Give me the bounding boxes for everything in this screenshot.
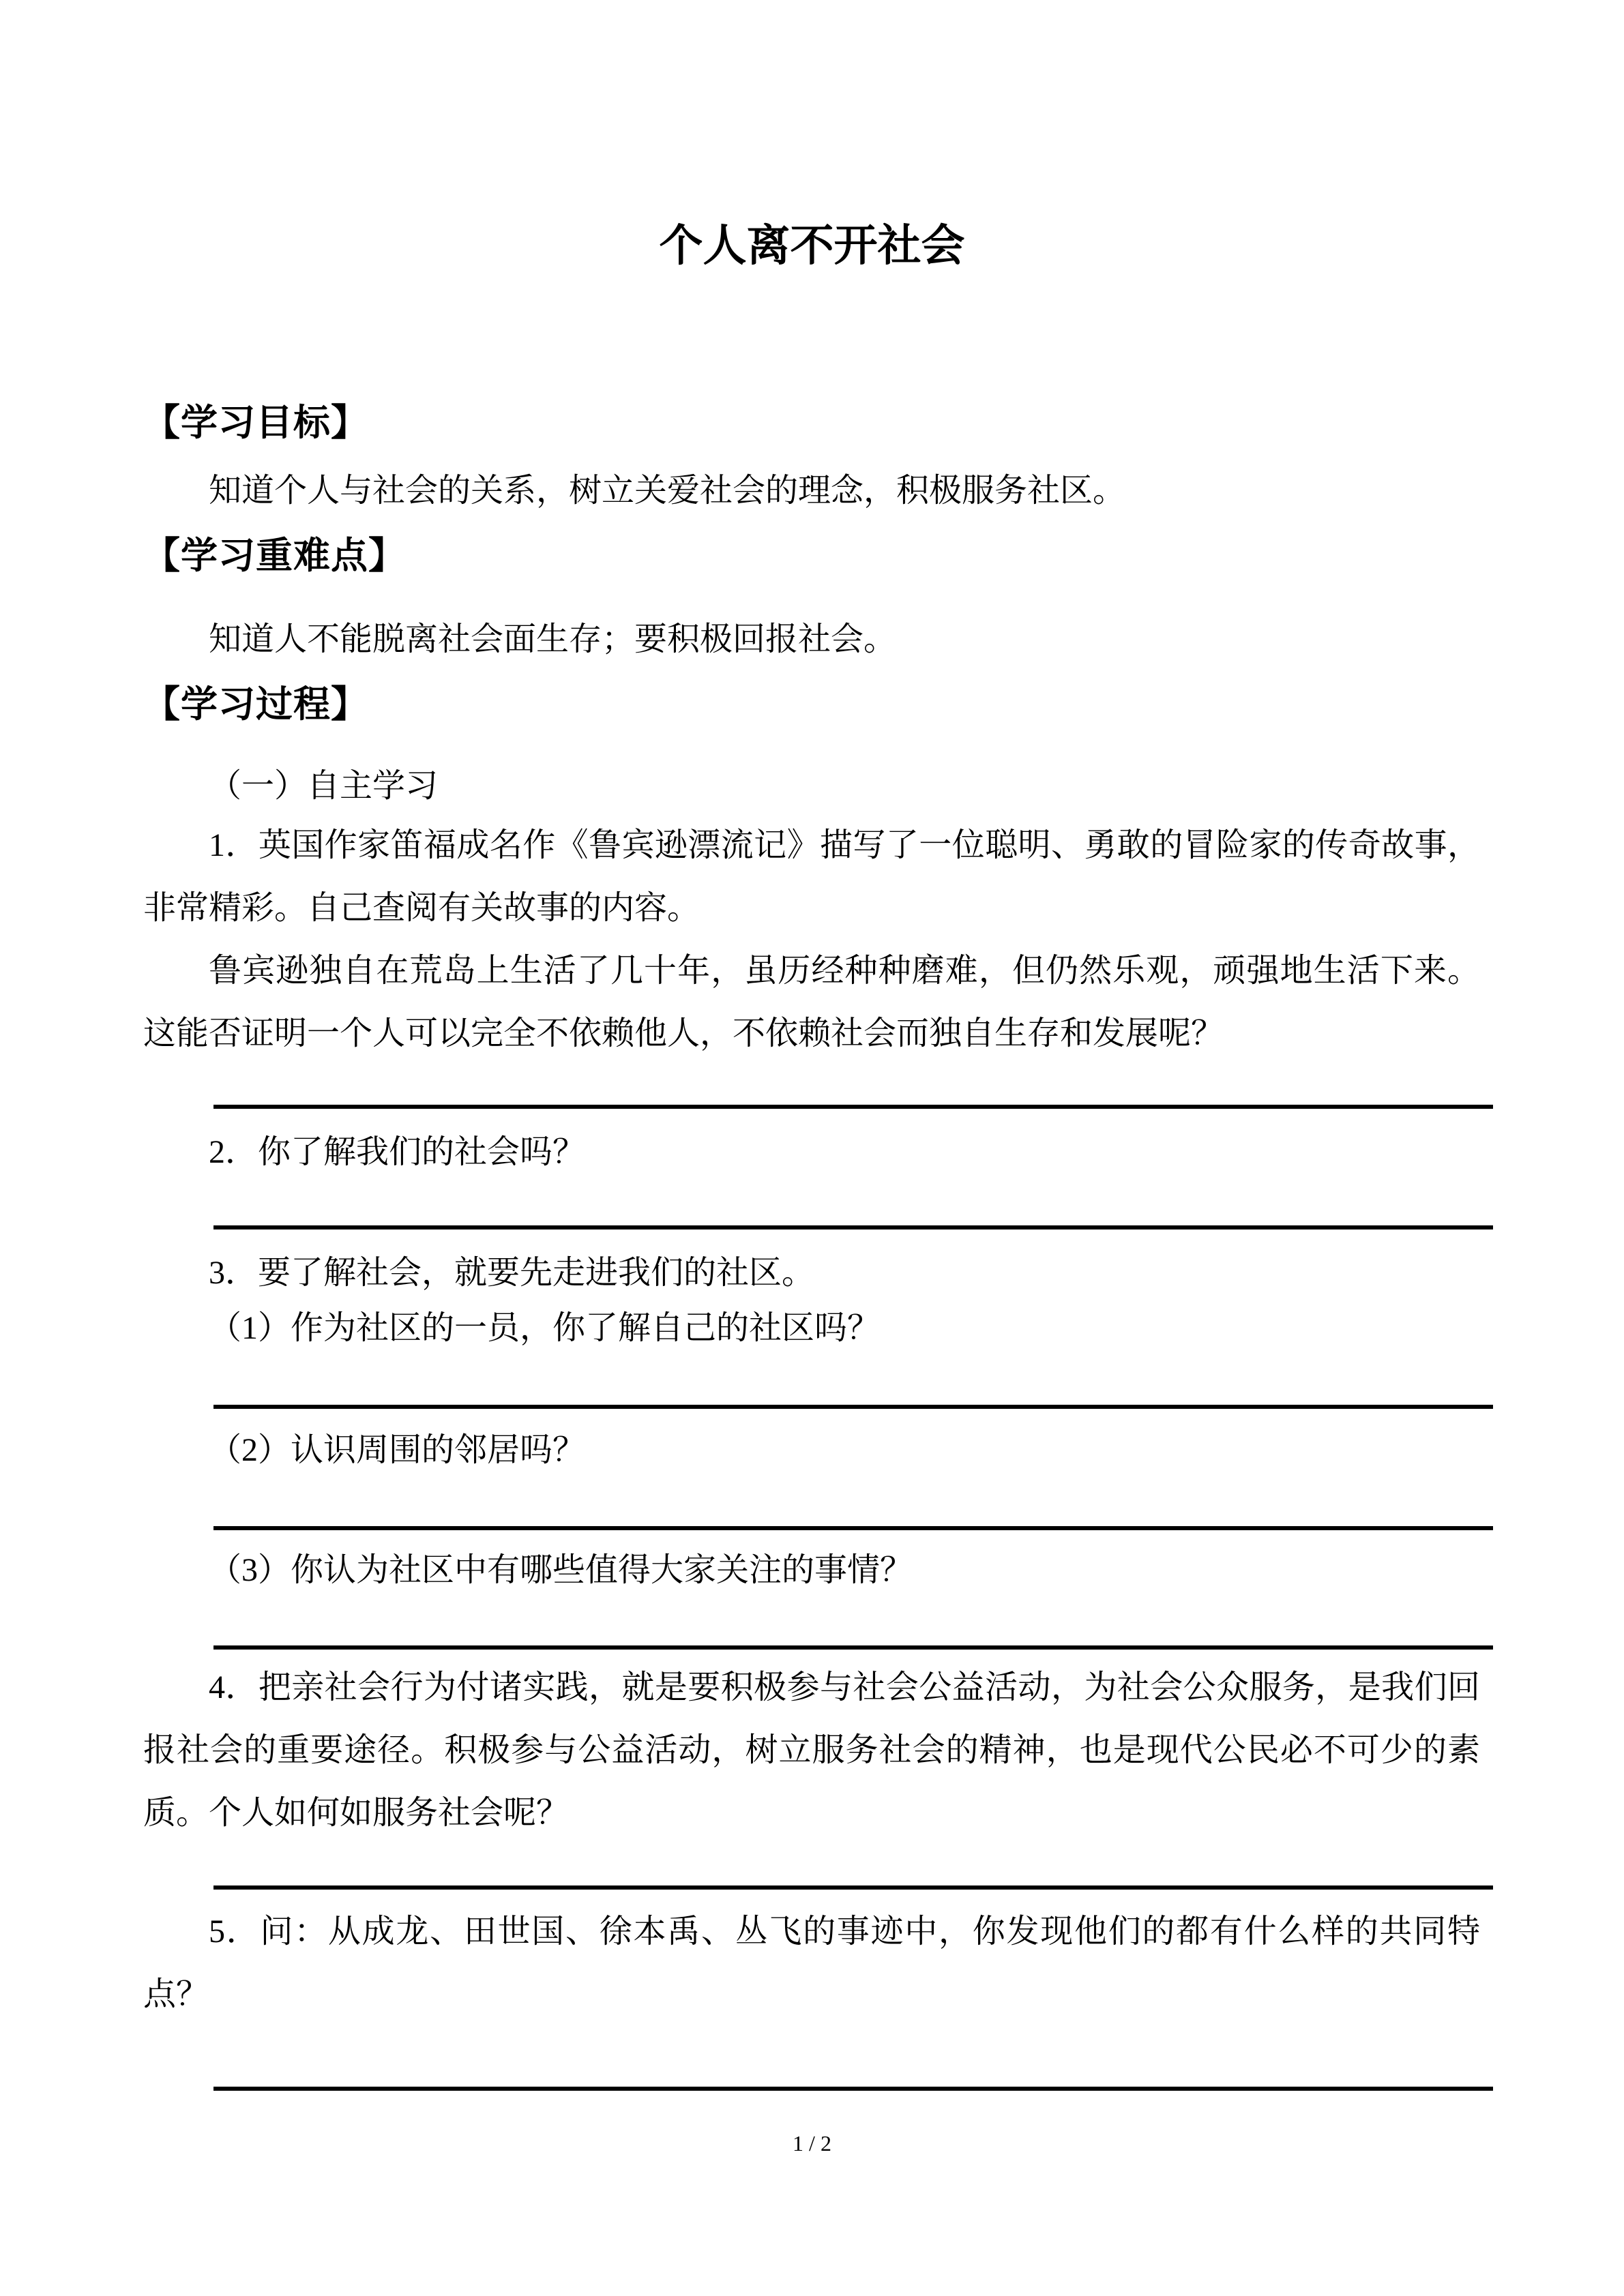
heading-learning-goals: 【学习目标】 (143, 402, 368, 443)
para-question-1-block (143, 814, 1480, 1065)
para-question-3-2: （2）认识周围的邻居吗？ (209, 1432, 586, 1468)
page-title: 个人离不开社会 (659, 222, 965, 270)
para-question-3-3: （3）你认为社区中有哪些值得大家关注的事情？ (209, 1552, 913, 1588)
para-question-3-1: （1）作为社区的一员，你了解自己的社区吗？ (209, 1310, 881, 1346)
para-question-5: 5．问：从成龙、田世国、徐本禹、丛飞的事迹中，你发现他们的都有什么样的共同特点？ (143, 1913, 1480, 2012)
answer-line (213, 2087, 1493, 2091)
answer-line (213, 1405, 1493, 1409)
para-question-3: 3．要了解社会，就要先走进我们的社区。 (209, 1255, 815, 1291)
para-question-1: 1．英国作家笛福成名作《鲁宾逊漂流记》描写了一位聪明、勇敢的冒险家的传奇故事，非常精彩。自己查阅有关故事的内容。 (143, 827, 1480, 926)
para-question-1-robinson: 鲁宾逊独自在荒岛上生活了几十年，虽历经种种磨难，但仍然乐观，顽强地生活下来。这能否证明一个人可以完全不依赖他人，不依赖社会而独自生存和发展呢？ (143, 953, 1480, 1052)
para-subsection-self-study: （一）自主学习 (209, 768, 439, 804)
heading-key-points: 【学习重难点】 (143, 535, 406, 576)
para-learning-goals: 知道个人与社会的关系，树立关爱社会的理念，积极服务社区。 (209, 473, 1126, 509)
answer-line (213, 1885, 1493, 1890)
para-question-4: 4．把亲社会行为付诸实践，就是要积极参与社会公益活动，为社会公众服务，是我们回报社会的重要途径。积极参与公益活动，树立服务社会的精神，也是现代公民必不可少的素质。个人如何如服务社会呢？ (143, 1669, 1480, 1831)
answer-line (213, 1225, 1493, 1229)
answer-line (213, 1105, 1493, 1109)
answer-line (213, 1645, 1493, 1650)
para-question-2: 2．你了解我们的社会吗？ (209, 1134, 586, 1170)
para-key-points: 知道人不能脱离社会面生存；要积极回报社会。 (209, 621, 897, 657)
page-number: 1 / 2 (793, 2131, 831, 2156)
answer-line (213, 1526, 1493, 1530)
heading-learning-process: 【学习过程】 (143, 684, 368, 725)
